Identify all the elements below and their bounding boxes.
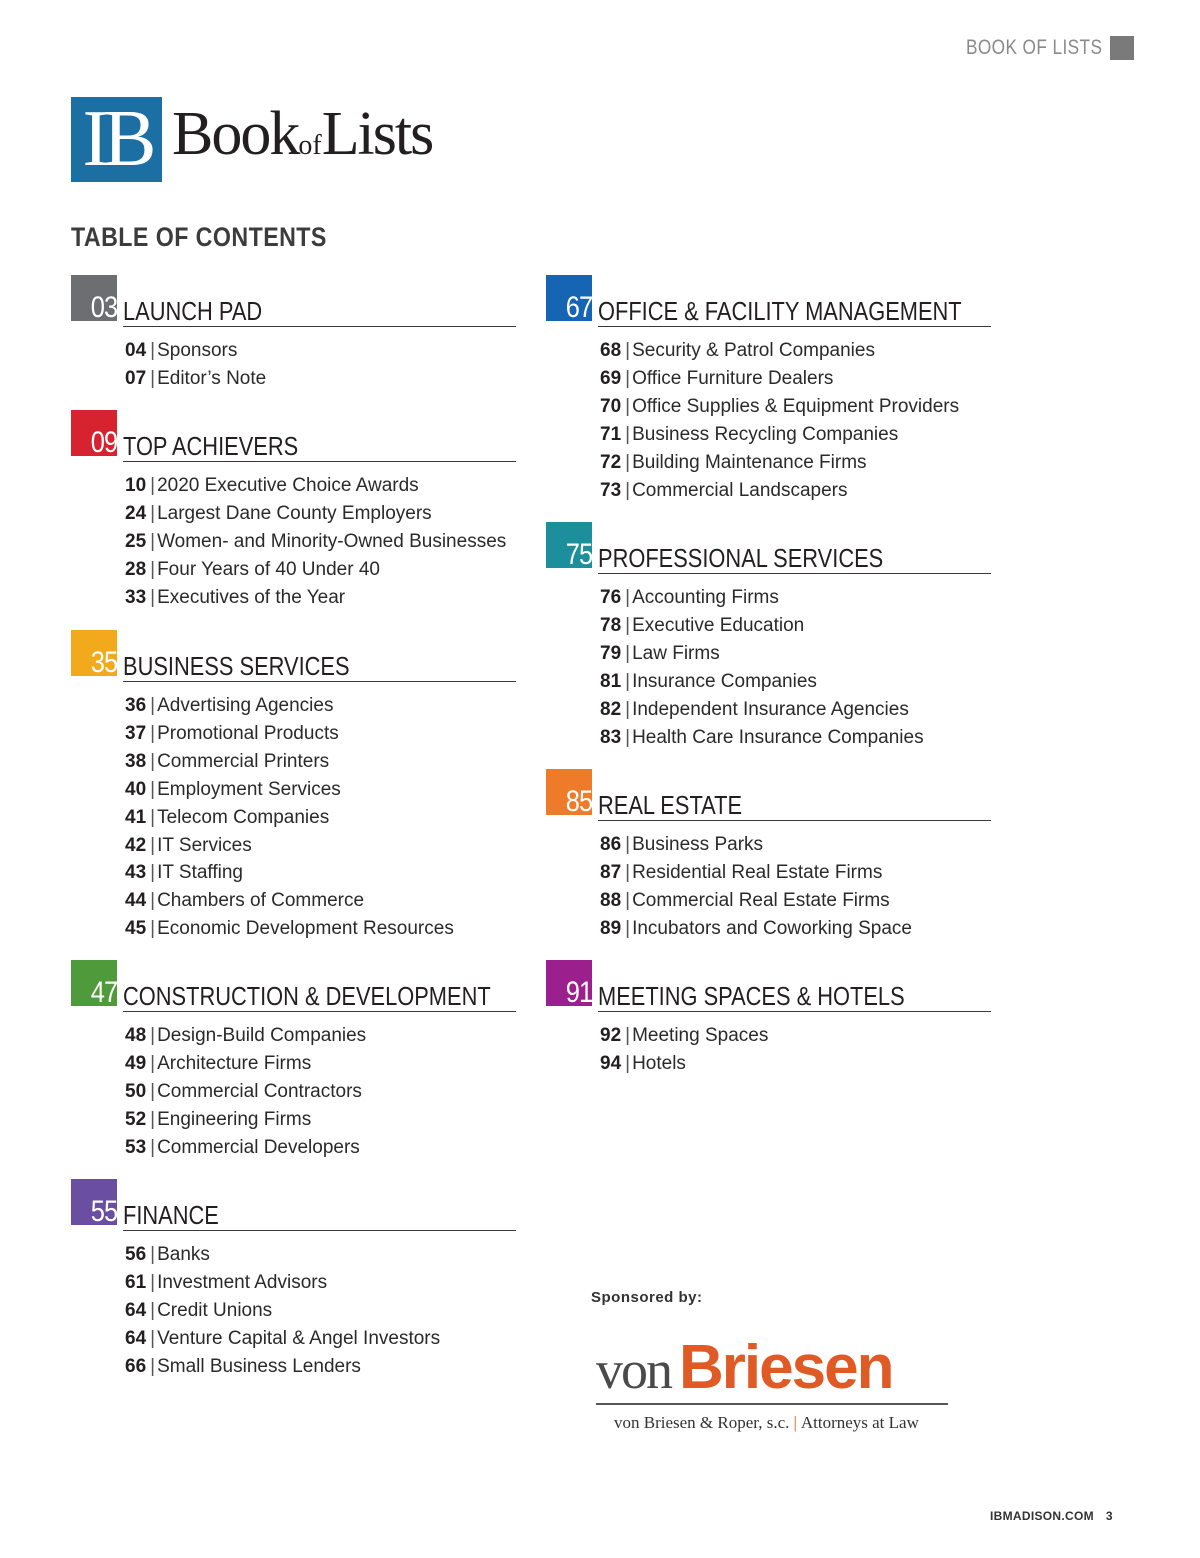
- page-number: 3: [1105, 1509, 1113, 1523]
- entry-separator: |: [150, 918, 156, 940]
- section-items: [600, 831, 991, 943]
- entry-separator: |: [150, 530, 156, 552]
- entry-label: Venture Capital & Angel Investors: [157, 1327, 441, 1349]
- entry-separator: |: [625, 861, 631, 883]
- toc-entry[interactable]: [125, 776, 516, 804]
- entry-separator: |: [150, 890, 156, 912]
- entry-page-number: 71: [600, 423, 622, 445]
- entry-page-number: 82: [600, 698, 622, 720]
- entry-page-number: 41: [125, 806, 147, 828]
- sponsor-tagline-text: Attorneys at Law: [800, 1413, 919, 1432]
- entry-label: Independent Insurance Agencies: [632, 698, 909, 720]
- entry-page-number: 24: [125, 502, 147, 524]
- section-number: 91: [565, 976, 592, 1006]
- section-title[interactable]: [123, 1201, 516, 1231]
- toc-entry[interactable]: [600, 1050, 991, 1078]
- section-number-badge: [71, 630, 117, 676]
- entry-page-number: 89: [600, 917, 622, 939]
- toc-entry[interactable]: [125, 1269, 516, 1297]
- sponsor-divider: |: [793, 1413, 797, 1432]
- toc-entry[interactable]: [125, 1241, 516, 1269]
- book-of-lists-logo: [71, 97, 432, 182]
- entry-page-number: 07: [125, 367, 147, 389]
- sponsor-rule: [596, 1403, 948, 1405]
- sponsor-label: Sponsored by:: [591, 1289, 703, 1306]
- section-header: [71, 630, 516, 680]
- sponsor-brand: [596, 1335, 952, 1401]
- entry-label: Executives of the Year: [157, 586, 346, 608]
- entry-label: Hotels: [632, 1052, 686, 1074]
- toc-entry[interactable]: [600, 696, 991, 724]
- toc-section: [546, 769, 991, 943]
- entry-page-number: 36: [125, 695, 147, 716]
- section-items: [125, 1022, 516, 1162]
- entry-page-number: 61: [125, 1271, 147, 1293]
- toc-entry[interactable]: [125, 832, 516, 860]
- section-header: [71, 275, 516, 325]
- entry-page-number: 64: [125, 1327, 147, 1349]
- toc-entry[interactable]: [125, 915, 516, 943]
- section-number-badge: [546, 522, 592, 568]
- entry-page-number: 52: [125, 1108, 147, 1130]
- toc-entry[interactable]: [125, 720, 516, 748]
- toc-entry[interactable]: [125, 337, 516, 365]
- section-title-text: LAUNCH PAD: [123, 296, 263, 326]
- entry-label: IT Staffing: [157, 862, 243, 884]
- entry-separator: |: [150, 1327, 156, 1349]
- entry-label: Insurance Companies: [632, 670, 817, 692]
- entry-label: Four Years of 40 Under 40: [157, 558, 380, 580]
- entry-separator: |: [625, 479, 631, 501]
- section-number: 09: [90, 426, 117, 456]
- toc-entry[interactable]: [125, 1325, 516, 1353]
- entry-separator: |: [150, 778, 156, 800]
- entry-separator: |: [150, 502, 156, 524]
- entry-label: Residential Real Estate Firms: [632, 861, 883, 883]
- section-number-badge: [546, 960, 592, 1006]
- entry-separator: |: [625, 587, 631, 608]
- entry-page-number: 44: [125, 890, 147, 912]
- entry-label: Law Firms: [632, 642, 720, 664]
- entry-page-number: 64: [125, 1299, 147, 1321]
- entry-label: Promotional Products: [157, 722, 339, 744]
- book-of-lists-wordmark: [172, 98, 432, 182]
- entry-separator: |: [150, 1299, 156, 1321]
- section-number: 55: [90, 1195, 117, 1225]
- toc-entry[interactable]: [125, 1022, 516, 1050]
- toc-entry[interactable]: [600, 1022, 991, 1050]
- page-footer: [990, 1509, 1113, 1523]
- sponsor-firm-name: von Briesen & Roper, s.c.: [614, 1413, 790, 1432]
- toc-entry[interactable]: [600, 724, 991, 752]
- toc-entry[interactable]: [125, 1106, 516, 1134]
- toc-section: [71, 410, 516, 612]
- entry-page-number: 83: [600, 726, 622, 748]
- entry-separator: |: [625, 834, 631, 855]
- wordmark-lists: Lists: [321, 100, 433, 168]
- entry-page-number: 94: [600, 1052, 622, 1074]
- entry-label: Accounting Firms: [632, 587, 779, 608]
- toc-entry[interactable]: [125, 365, 516, 393]
- entry-separator: |: [625, 917, 631, 939]
- entry-page-number: 86: [600, 834, 622, 855]
- entry-label: Commercial Printers: [157, 750, 330, 772]
- section-items: [125, 337, 516, 393]
- section-title[interactable]: [598, 297, 991, 327]
- toc-entry[interactable]: [125, 500, 516, 528]
- section-title[interactable]: [598, 791, 991, 821]
- toc-entry[interactable]: [125, 1134, 516, 1162]
- toc-entry[interactable]: [125, 859, 516, 887]
- entry-separator: |: [625, 340, 631, 361]
- toc-entry[interactable]: [125, 804, 516, 832]
- toc-entry[interactable]: [600, 337, 991, 365]
- section-items: [600, 337, 991, 504]
- entry-separator: |: [150, 1136, 156, 1158]
- wordmark-of: of: [298, 130, 322, 161]
- entry-page-number: 68: [600, 340, 622, 361]
- entry-separator: |: [625, 889, 631, 911]
- entry-separator: |: [625, 451, 631, 473]
- entry-page-number: 49: [125, 1052, 147, 1074]
- section-number-badge: [71, 275, 117, 321]
- toc-entry[interactable]: [600, 421, 991, 449]
- sponsor-logo: [596, 1335, 952, 1433]
- toc-section: [546, 522, 991, 751]
- entry-separator: |: [625, 367, 631, 389]
- entry-page-number: 38: [125, 750, 147, 772]
- entry-separator: |: [150, 806, 156, 828]
- toc-section: [71, 630, 516, 943]
- entry-page-number: 48: [125, 1025, 147, 1046]
- toc-entry[interactable]: [600, 393, 991, 421]
- section-header: [71, 960, 516, 1010]
- entry-separator: |: [150, 1244, 156, 1265]
- section-title-text: OFFICE & FACILITY MANAGEMENT: [598, 296, 962, 326]
- entry-label: Commercial Landscapers: [632, 479, 848, 501]
- toc-entry[interactable]: [600, 640, 991, 668]
- section-title[interactable]: [598, 982, 991, 1012]
- entry-page-number: 37: [125, 722, 147, 744]
- entry-label: Advertising Agencies: [157, 695, 334, 716]
- entry-separator: |: [150, 722, 156, 744]
- toc-entry[interactable]: [125, 1297, 516, 1325]
- entry-label: Security & Patrol Companies: [632, 340, 875, 361]
- entry-page-number: 10: [125, 475, 147, 496]
- entry-page-number: 72: [600, 451, 622, 473]
- entry-label: Credit Unions: [157, 1299, 273, 1321]
- toc-entry[interactable]: [125, 887, 516, 915]
- entry-label: Economic Development Resources: [157, 918, 454, 940]
- entry-separator: |: [625, 423, 631, 445]
- entry-page-number: 28: [125, 558, 147, 580]
- wordmark-book: Book: [172, 100, 299, 168]
- running-head: [936, 36, 1134, 60]
- entry-separator: |: [150, 586, 156, 608]
- entry-label: Commercial Contractors: [157, 1080, 362, 1102]
- entry-page-number: 81: [600, 670, 622, 692]
- toc-section: [71, 960, 516, 1162]
- page-title: TABLE OF CONTENTS: [71, 222, 327, 252]
- section-title-text: BUSINESS SERVICES: [123, 651, 350, 681]
- entry-page-number: 50: [125, 1080, 147, 1102]
- section-title[interactable]: [123, 652, 516, 682]
- entry-separator: |: [150, 1108, 156, 1130]
- entry-label: Office Furniture Dealers: [632, 367, 834, 389]
- toc-section: [546, 960, 991, 1078]
- toc-entry[interactable]: [600, 584, 991, 612]
- entry-label: Commercial Developers: [157, 1136, 360, 1158]
- toc-entry[interactable]: [125, 528, 516, 556]
- entry-label: Telecom Companies: [157, 806, 330, 828]
- sponsor-tagline: [614, 1413, 952, 1433]
- section-number-badge: [71, 960, 117, 1006]
- entry-separator: |: [625, 670, 631, 692]
- entry-label: Women- and Minority-Owned Businesses: [157, 530, 507, 552]
- entry-label: 2020 Executive Choice Awards: [157, 475, 419, 496]
- section-title[interactable]: [123, 982, 516, 1012]
- entry-label: Banks: [157, 1244, 210, 1265]
- toc-section: [71, 1179, 516, 1381]
- entry-label: Editor’s Note: [157, 367, 267, 389]
- section-number: 85: [565, 785, 592, 815]
- sponsor-brand-von: von: [596, 1340, 671, 1400]
- section-header: [71, 1179, 516, 1229]
- toc-entry[interactable]: [125, 584, 516, 612]
- entry-separator: |: [150, 558, 156, 580]
- section-header: [546, 769, 991, 819]
- section-number: 35: [90, 646, 117, 676]
- section-number: 03: [90, 291, 117, 321]
- toc-entry[interactable]: [125, 1078, 516, 1106]
- entry-separator: |: [150, 1025, 156, 1046]
- entry-separator: |: [625, 1025, 631, 1046]
- section-number: 47: [90, 976, 117, 1006]
- entry-label: Sponsors: [157, 340, 238, 361]
- entry-page-number: 42: [125, 834, 147, 856]
- entry-page-number: 88: [600, 889, 622, 911]
- section-number-badge: [71, 1179, 117, 1225]
- section-items: [600, 1022, 991, 1078]
- entry-separator: |: [150, 1052, 156, 1074]
- section-number-badge: [546, 769, 592, 815]
- section-title-text: MEETING SPACES & HOTELS: [598, 981, 905, 1011]
- entry-label: Incubators and Coworking Space: [632, 917, 912, 939]
- entry-label: Engineering Firms: [157, 1108, 312, 1130]
- entry-separator: |: [150, 750, 156, 772]
- section-number-badge: [71, 410, 117, 456]
- entry-label: Meeting Spaces: [632, 1025, 769, 1046]
- running-head-text: BOOK OF LISTS: [965, 36, 1102, 59]
- entry-page-number: 78: [600, 614, 622, 636]
- footer-site: IBMADISON.COM: [990, 1509, 1094, 1523]
- entry-page-number: 76: [600, 587, 622, 608]
- section-title-text: TOP ACHIEVERS: [123, 431, 299, 461]
- entry-page-number: 79: [600, 642, 622, 664]
- toc-entry[interactable]: [600, 831, 991, 859]
- entry-separator: |: [625, 1052, 631, 1074]
- toc-entry[interactable]: [125, 1353, 516, 1381]
- section-number: 67: [565, 291, 592, 321]
- section-title[interactable]: [598, 544, 991, 574]
- entry-separator: |: [625, 698, 631, 720]
- toc-entry[interactable]: [600, 365, 991, 393]
- entry-separator: |: [625, 395, 631, 417]
- entry-separator: |: [625, 726, 631, 748]
- section-header: [546, 522, 991, 572]
- entry-label: Architecture Firms: [157, 1052, 312, 1074]
- section-items: [600, 584, 991, 751]
- entry-page-number: 53: [125, 1136, 147, 1158]
- section-title-text: REAL ESTATE: [598, 790, 743, 820]
- toc-entry[interactable]: [125, 472, 516, 500]
- entry-label: Health Care Insurance Companies: [632, 726, 924, 748]
- entry-separator: |: [150, 475, 156, 496]
- entry-separator: |: [625, 614, 631, 636]
- entry-separator: |: [150, 695, 156, 716]
- toc-entry[interactable]: [125, 692, 516, 720]
- entry-page-number: 70: [600, 395, 622, 417]
- section-number: 75: [565, 538, 592, 568]
- entry-label: Executive Education: [632, 614, 805, 636]
- section-title[interactable]: [123, 297, 516, 327]
- entry-label: Small Business Lenders: [157, 1355, 361, 1377]
- entry-label: Design-Build Companies: [157, 1025, 367, 1046]
- toc-entry[interactable]: [125, 556, 516, 584]
- section-title-text: PROFESSIONAL SERVICES: [598, 543, 884, 573]
- entry-label: Business Recycling Companies: [632, 423, 899, 445]
- toc-entry[interactable]: [125, 1050, 516, 1078]
- entry-label: Investment Advisors: [157, 1271, 328, 1293]
- section-title-text: CONSTRUCTION & DEVELOPMENT: [123, 981, 491, 1011]
- entry-page-number: 43: [125, 862, 147, 884]
- entry-page-number: 92: [600, 1025, 622, 1046]
- entry-label: Commercial Real Estate Firms: [632, 889, 890, 911]
- entry-page-number: 56: [125, 1244, 147, 1265]
- toc-section: [546, 275, 991, 504]
- running-head-marker: [1110, 36, 1134, 60]
- entry-label: Business Parks: [632, 834, 764, 855]
- entry-separator: |: [150, 1080, 156, 1102]
- section-header: [546, 275, 991, 325]
- entry-separator: |: [150, 1355, 156, 1377]
- entry-separator: |: [150, 1271, 156, 1293]
- entry-label: Chambers of Commerce: [157, 890, 365, 912]
- toc-entry[interactable]: [600, 915, 991, 943]
- entry-page-number: 66: [125, 1355, 147, 1377]
- toc-entry[interactable]: [600, 612, 991, 640]
- entry-label: Employment Services: [157, 778, 341, 800]
- sponsor-brand-briesen: Briesen: [679, 1333, 893, 1402]
- toc-entry[interactable]: [600, 859, 991, 887]
- entry-separator: |: [625, 642, 631, 664]
- entry-separator: |: [150, 367, 156, 389]
- section-header: [546, 960, 991, 1010]
- entry-label: Office Supplies & Equipment Providers: [632, 395, 960, 417]
- entry-separator: |: [150, 862, 156, 884]
- entry-separator: |: [150, 834, 156, 856]
- ib-logo-box: IB: [71, 97, 162, 182]
- toc-entry[interactable]: [600, 477, 991, 505]
- section-title[interactable]: [123, 432, 516, 462]
- entry-page-number: 04: [125, 340, 147, 361]
- toc-entry[interactable]: [125, 748, 516, 776]
- entry-page-number: 69: [600, 367, 622, 389]
- entry-page-number: 87: [600, 861, 622, 883]
- entry-separator: |: [150, 340, 156, 361]
- section-items: [125, 692, 516, 943]
- section-header: [71, 410, 516, 460]
- toc-section: [71, 275, 516, 393]
- entry-page-number: 25: [125, 530, 147, 552]
- toc-entry[interactable]: [600, 668, 991, 696]
- section-items: [125, 1241, 516, 1381]
- entry-page-number: 40: [125, 778, 147, 800]
- entry-label: IT Services: [157, 834, 252, 856]
- section-number-badge: [546, 275, 592, 321]
- entry-page-number: 45: [125, 918, 147, 940]
- entry-page-number: 73: [600, 479, 622, 501]
- toc-entry[interactable]: [600, 887, 991, 915]
- entry-label: Largest Dane County Employers: [157, 502, 432, 524]
- entry-page-number: 33: [125, 586, 147, 608]
- entry-label: Building Maintenance Firms: [632, 451, 867, 473]
- toc-entry[interactable]: [600, 449, 991, 477]
- section-items: [125, 472, 516, 612]
- section-title-text: FINANCE: [123, 1200, 219, 1230]
